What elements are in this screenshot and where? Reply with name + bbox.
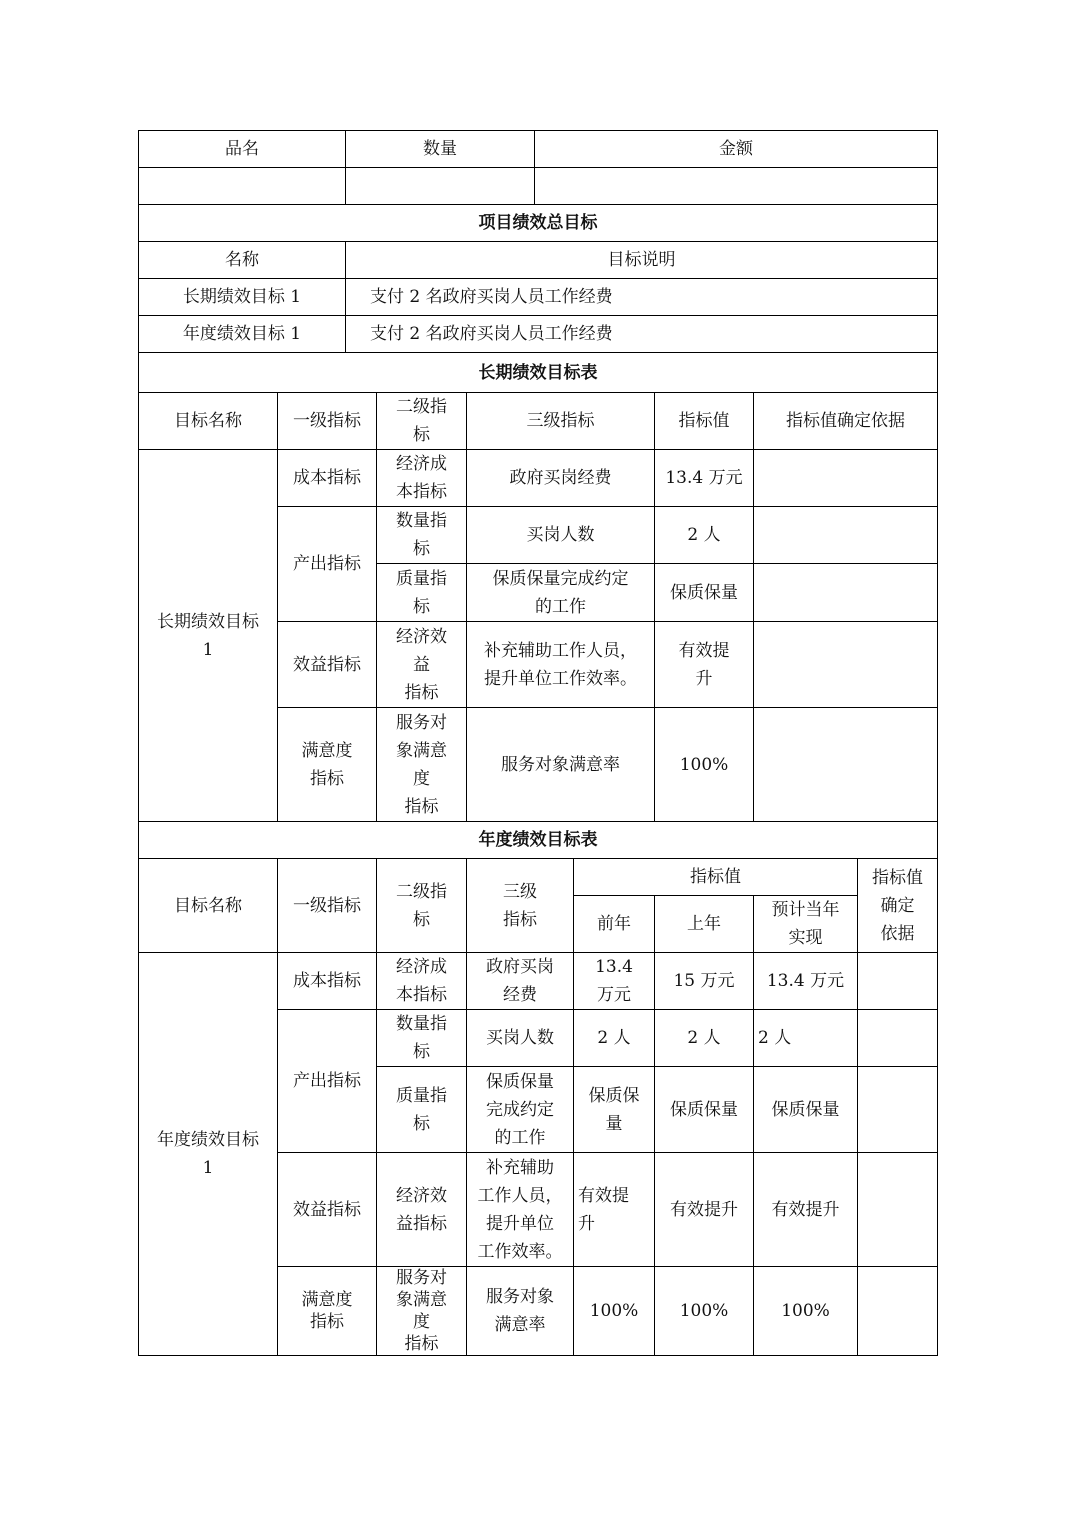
level3-cell: 保质保量 完成约定 的工作 xyxy=(467,1067,574,1153)
table-row xyxy=(139,205,938,242)
level3-cell: 服务对象 满意率 xyxy=(467,1267,574,1356)
overall-name: 年度绩效目标 1 xyxy=(139,316,346,353)
header-level2: 二级指 标 xyxy=(377,859,467,953)
level2-cell: 经济效 益 指标 xyxy=(377,622,467,708)
header-basis: 指标值 确定 依据 xyxy=(858,859,938,953)
level3-cell: 服务对象满意率 xyxy=(467,708,655,822)
header-level3: 三级 指标 xyxy=(467,859,574,953)
level1-category: 效益指标 xyxy=(278,1153,377,1267)
level1-category: 满意度 指标 xyxy=(278,1267,377,1356)
level3-cell: 买岗人数 xyxy=(467,1010,574,1067)
cell-item-name xyxy=(139,168,346,205)
overall-name: 长期绩效目标 1 xyxy=(139,279,346,316)
level1-category: 效益指标 xyxy=(278,622,377,708)
table-row xyxy=(139,393,938,450)
header-target-name: 目标名称 xyxy=(139,393,278,450)
cell-amount xyxy=(535,168,938,205)
expected-cell: 13.4 万元 xyxy=(754,953,858,1010)
header-description: 目标说明 xyxy=(346,242,938,279)
basis-cell xyxy=(858,1153,938,1267)
header-quantity: 数量 xyxy=(346,131,535,168)
table-row xyxy=(139,822,938,859)
table-row xyxy=(139,168,938,205)
level3-cell: 补充辅助工作人员， 提升单位工作效率。 xyxy=(467,622,655,708)
table-row xyxy=(139,131,938,168)
prev-year-cell: 有效提 升 xyxy=(574,1153,655,1267)
basis-cell xyxy=(754,450,938,507)
level1-category: 成本指标 xyxy=(278,953,377,1010)
annual-table xyxy=(138,821,938,1356)
level2-cell: 数量指 标 xyxy=(377,507,467,564)
level2-cell: 质量指 标 xyxy=(377,564,467,622)
last-year-cell: 2 人 xyxy=(655,1010,754,1067)
table-row xyxy=(139,353,938,393)
last-year-cell: 保质保量 xyxy=(655,1067,754,1153)
value-cell: 2 人 xyxy=(655,507,754,564)
expected-cell: 保质保量 xyxy=(754,1067,858,1153)
section-title-annual: 年度绩效目标表 xyxy=(139,822,938,859)
header-level3: 三级指标 xyxy=(467,393,655,450)
header-level1: 一级指标 xyxy=(278,859,377,953)
level2-cell: 经济成 本指标 xyxy=(377,450,467,507)
level1-category: 产出指标 xyxy=(278,507,377,622)
basis-cell xyxy=(858,1010,938,1067)
value-cell: 100% xyxy=(655,708,754,822)
expected-cell: 2 人 xyxy=(754,1010,858,1067)
table-row xyxy=(139,316,938,353)
basis-cell xyxy=(754,564,938,622)
level1-category: 成本指标 xyxy=(278,450,377,507)
value-cell: 有效提 升 xyxy=(655,622,754,708)
level2-cell: 服务对 象满意 度 指标 xyxy=(377,708,467,822)
basis-cell xyxy=(754,708,938,822)
header-target-name: 目标名称 xyxy=(139,859,278,953)
table-row xyxy=(139,953,938,1010)
header-amount: 金额 xyxy=(535,131,938,168)
basis-cell xyxy=(754,622,938,708)
header-level2: 二级指 标 xyxy=(377,393,467,450)
level2-cell: 服务对 象满意 度 指标 xyxy=(377,1267,467,1356)
basis-cell xyxy=(858,1067,938,1153)
prev-year-cell: 13.4 万元 xyxy=(574,953,655,1010)
section-title-long-term: 长期绩效目标表 xyxy=(139,353,938,393)
prev-year-cell: 2 人 xyxy=(574,1010,655,1067)
header-item-name: 品名 xyxy=(139,131,346,168)
basis-cell xyxy=(858,953,938,1010)
header-value: 指标值 xyxy=(655,393,754,450)
basis-cell xyxy=(858,1267,938,1356)
header-name: 名称 xyxy=(139,242,346,279)
header-expected: 预计当年 实现 xyxy=(754,896,858,953)
expected-cell: 有效提升 xyxy=(754,1153,858,1267)
table-row xyxy=(139,242,938,279)
cell-quantity xyxy=(346,168,535,205)
level3-cell: 补充辅助 工作人员， 提升单位 工作效率。 xyxy=(467,1153,574,1267)
target-name: 长期绩效目标 1 xyxy=(139,450,278,822)
summary-table xyxy=(138,130,938,353)
prev-year-cell: 100% xyxy=(574,1267,655,1356)
header-basis: 指标值确定依据 xyxy=(754,393,938,450)
level3-cell: 保质保量完成约定 的工作 xyxy=(467,564,655,622)
long-term-table xyxy=(138,352,938,822)
level2-cell: 经济成 本指标 xyxy=(377,953,467,1010)
level3-cell: 政府买岗 经费 xyxy=(467,953,574,1010)
section-title-overall: 项目绩效总目标 xyxy=(139,205,938,242)
basis-cell xyxy=(754,507,938,564)
overall-description: 支付 2 名政府买岗人员工作经费 xyxy=(346,279,938,316)
header-prev-year: 前年 xyxy=(574,896,655,953)
overall-description: 支付 2 名政府买岗人员工作经费 xyxy=(346,316,938,353)
last-year-cell: 100% xyxy=(655,1267,754,1356)
value-cell: 13.4 万元 xyxy=(655,450,754,507)
target-name: 年度绩效目标 1 xyxy=(139,953,278,1356)
value-cell: 保质保量 xyxy=(655,564,754,622)
level2-cell: 经济效 益指标 xyxy=(377,1153,467,1267)
header-level1: 一级指标 xyxy=(278,393,377,450)
header-value: 指标值 xyxy=(574,859,858,896)
level1-category: 满意度 指标 xyxy=(278,708,377,822)
expected-cell: 100% xyxy=(754,1267,858,1356)
prev-year-cell: 保质保 量 xyxy=(574,1067,655,1153)
level2-cell: 质量指 标 xyxy=(377,1067,467,1153)
performance-document xyxy=(138,130,938,1356)
header-last-year: 上年 xyxy=(655,896,754,953)
last-year-cell: 15 万元 xyxy=(655,953,754,1010)
table-row xyxy=(139,279,938,316)
last-year-cell: 有效提升 xyxy=(655,1153,754,1267)
level3-cell: 买岗人数 xyxy=(467,507,655,564)
level3-cell: 政府买岗经费 xyxy=(467,450,655,507)
level1-category: 产出指标 xyxy=(278,1010,377,1153)
level2-cell: 数量指 标 xyxy=(377,1010,467,1067)
table-row xyxy=(139,450,938,507)
table-row xyxy=(139,859,938,896)
